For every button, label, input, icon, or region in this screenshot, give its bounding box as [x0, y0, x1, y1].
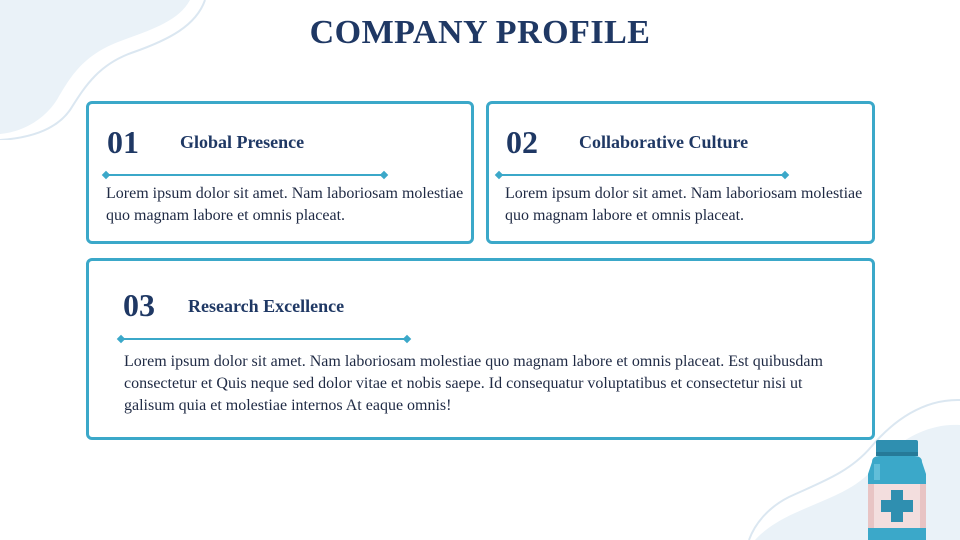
card-heading: Collaborative Culture: [579, 132, 749, 152]
card-number: 01: [107, 124, 139, 160]
card-text: Lorem ipsum dolor sit amet. Nam laboriosam molestiae quo magnam labore et omnis placeat.: [106, 185, 464, 224]
card-heading: Global Presence: [180, 132, 305, 152]
card-divider: [496, 170, 788, 180]
card-number: 02: [506, 124, 538, 160]
card-text: Lorem ipsum dolor sit amet. Nam laboriosam molestiae quo magnam labore et omnis placeat. Est quibusdam consectetur et Quis neque sed dolor vitae et nobis saepe. Id consequatur voluptatibus et consectetur nisi ut galisum quia et molestiae internos At eaque omnis!: [124, 353, 823, 414]
card-global-presence: [86, 101, 474, 244]
medicine-bottle-icon: [864, 440, 930, 540]
card-divider: [118, 334, 410, 344]
card-collaborative-culture: [486, 101, 875, 244]
card-text: Lorem ipsum dolor sit amet. Nam laboriosam molestiae quo magnam labore et omnis placeat.: [505, 185, 863, 224]
card-divider: [103, 170, 387, 180]
card-number: 03: [123, 287, 155, 323]
card-research-excellence: [86, 258, 875, 440]
card-heading: Research Excellence: [188, 296, 345, 316]
page-title: COMPANY PROFILE: [309, 14, 651, 51]
